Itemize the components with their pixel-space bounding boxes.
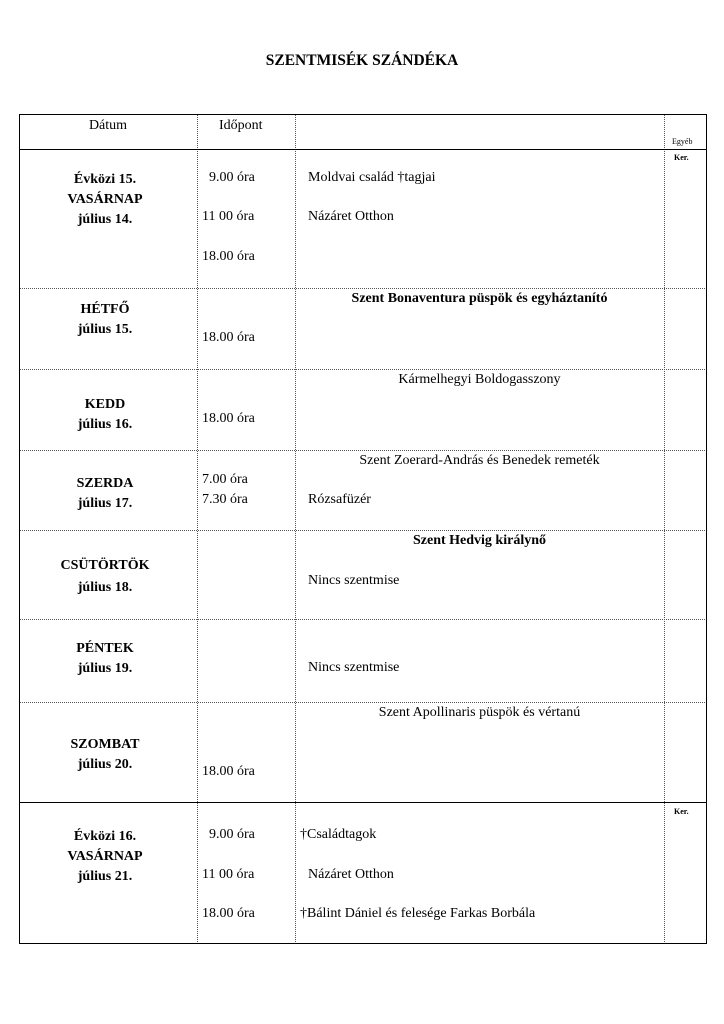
day-label: [19, 735, 191, 775]
note-label: Ker.: [674, 807, 689, 816]
header-date: Dátum: [88, 118, 128, 133]
day-name: KEDD: [84, 397, 126, 412]
day-date: július 21.: [77, 869, 133, 884]
day-name-2: VASÁRNAP: [67, 192, 143, 207]
header-divider: [19, 149, 707, 150]
mass-time: 18.00 óra: [202, 330, 255, 345]
day-label: [19, 474, 191, 514]
row-divider: [19, 530, 707, 531]
mass-intention: Rózsafüzér: [308, 492, 371, 507]
mass-time: 9.00 óra: [209, 827, 255, 842]
note-label: Ker.: [674, 153, 689, 162]
feast-label: Kármelhegyi Boldogasszony: [398, 372, 561, 387]
feast-label: Szent Bonaventura püspök és egyháztanító: [351, 291, 608, 306]
row-divider: [19, 619, 707, 620]
day-name: Évközi 15.: [73, 172, 137, 187]
mass-schedule-table: [19, 114, 707, 944]
day-name: PÉNTEK: [76, 641, 134, 656]
mass-intention: Moldvai család †tagjai: [308, 170, 436, 185]
day-label: [19, 827, 191, 887]
col-divider: [295, 114, 296, 944]
feast-label: Szent Apollinaris püspök és vértanú: [378, 705, 581, 720]
table-border: [19, 114, 707, 944]
day-name: HÉTFŐ: [80, 302, 130, 317]
day-name: SZOMBAT: [70, 737, 140, 752]
feast-label: Szent Hedvig királynő: [412, 533, 546, 548]
day-date: július 16.: [77, 417, 133, 432]
day-date: július 20.: [77, 757, 133, 772]
day-date: július 14.: [77, 212, 133, 227]
day-label: [19, 555, 191, 599]
mass-intention: †Családtagok: [300, 827, 377, 842]
col-divider: [664, 114, 665, 944]
row-divider: [19, 450, 707, 451]
mass-time: 11 00 óra: [202, 867, 255, 882]
day-label: [19, 300, 191, 340]
day-label: [19, 639, 191, 679]
row-divider: [19, 702, 707, 703]
mass-intention: Nincs szentmise: [308, 660, 400, 675]
mass-time: 18.00 óra: [202, 249, 255, 264]
day-date: július 15.: [77, 322, 133, 337]
mass-time: 7.00 óra: [202, 472, 248, 487]
mass-intention: Nincs szentmise: [308, 573, 400, 588]
day-name: Évközi 16.: [73, 829, 137, 844]
day-date: július 17.: [77, 496, 133, 511]
mass-time: 11 00 óra: [202, 209, 255, 224]
day-name-2: VASÁRNAP: [67, 849, 143, 864]
day-name: CSÜTÖRTÖK: [60, 558, 150, 573]
day-date: július 18.: [77, 580, 133, 595]
day-label: [19, 170, 191, 230]
mass-time: 9.00 óra: [209, 170, 255, 185]
mass-intention: Názáret Otthon: [308, 209, 394, 224]
col-divider: [197, 114, 198, 944]
row-divider: [19, 288, 707, 289]
mass-time: 18.00 óra: [202, 411, 255, 426]
day-name: SZERDA: [76, 476, 134, 491]
mass-intention: Názáret Otthon: [308, 867, 394, 882]
day-date: július 19.: [77, 661, 133, 676]
header-time: Időpont: [219, 118, 263, 133]
feast-label: Szent Zoerard-András és Benedek remeték: [359, 453, 600, 468]
row-divider: [19, 369, 707, 370]
mass-intention: †Bálint Dániel és felesége Farkas Borbála: [300, 906, 536, 921]
mass-time: 18.00 óra: [202, 906, 255, 921]
page-title: SZENTMISÉK SZÁNDÉKA: [265, 52, 459, 69]
row-divider: [19, 802, 707, 803]
day-label: [19, 395, 191, 435]
header-other: Egyéb: [672, 137, 693, 146]
mass-time: 7.30 óra: [202, 492, 248, 507]
mass-time: 18.00 óra: [202, 764, 255, 779]
